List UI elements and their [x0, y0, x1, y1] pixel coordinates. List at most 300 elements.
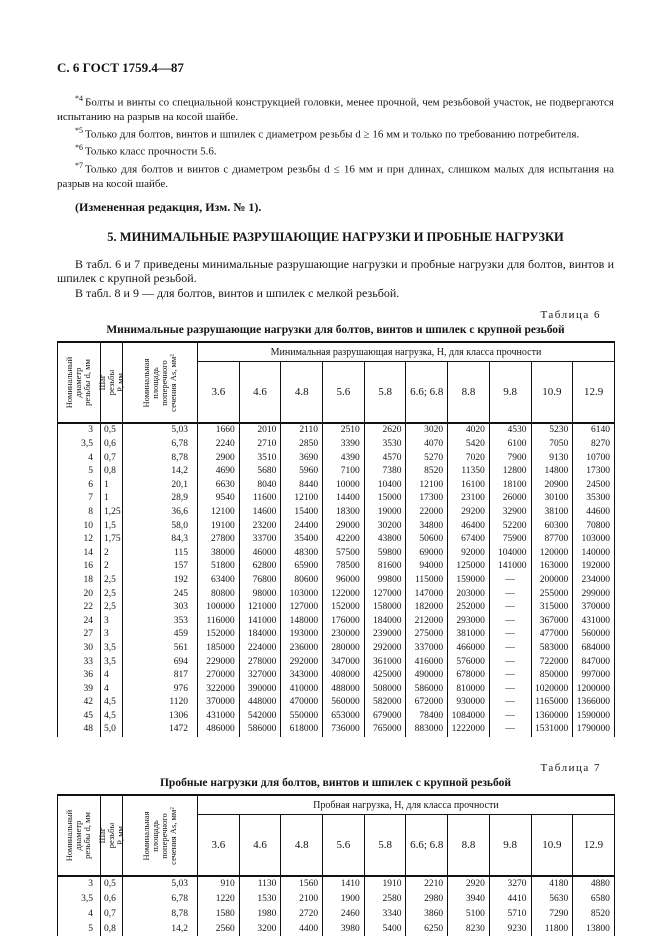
- table-cell: 94000: [406, 560, 448, 574]
- table-cell: 425000: [364, 669, 406, 683]
- table-cell: 694: [123, 656, 198, 670]
- table-cell: 38100: [531, 506, 573, 520]
- table-cell: 4: [58, 452, 101, 466]
- table-cell: 81600: [364, 560, 406, 574]
- table-cell: 8230: [448, 922, 490, 936]
- table-cell: 1220: [198, 892, 240, 907]
- table-cell: 20900: [531, 479, 573, 493]
- table-cell: —: [489, 683, 531, 697]
- table-cell: 4570: [364, 452, 406, 466]
- table-row: [58, 506, 615, 520]
- table-cell: 12: [58, 533, 101, 547]
- table-cell: 1,5: [101, 520, 123, 534]
- table-cell: 275000: [406, 628, 448, 642]
- table-cell: 62800: [239, 560, 281, 574]
- table-cell: 466000: [448, 642, 490, 656]
- table-cell: 470000: [281, 696, 323, 710]
- table-cell: 0,6: [101, 438, 123, 452]
- table-cell: 35400: [281, 533, 323, 547]
- table-cell: 3390: [323, 438, 365, 452]
- table-cell: 17300: [406, 492, 448, 506]
- table-row: [58, 465, 615, 479]
- table-cell: 44600: [573, 506, 615, 520]
- table-cell: 486000: [198, 723, 240, 737]
- table-cell: 141000: [489, 560, 531, 574]
- table-cell: 7050: [531, 438, 573, 452]
- table-cell: 2: [101, 547, 123, 561]
- table-cell: 0,5: [101, 876, 123, 892]
- table-cell: 10000: [323, 479, 365, 493]
- paragraph: В табл. 8 и 9 — для болтов, винтов и шпилек с мелкой резьбой.: [75, 285, 400, 300]
- table-cell: 299000: [573, 588, 615, 602]
- table-cell: 1,75: [101, 533, 123, 547]
- table-cell: 182000: [406, 601, 448, 615]
- table-cell: 3,5: [101, 656, 123, 670]
- table-row: [58, 669, 615, 683]
- table-cell: 230000: [323, 628, 365, 642]
- table-cell: —: [489, 669, 531, 683]
- table-cell: 6630: [198, 479, 240, 493]
- table-cell: 337000: [406, 642, 448, 656]
- table-cell: 1020000: [531, 683, 573, 697]
- table-cell: 3: [101, 615, 123, 629]
- table-row: [58, 479, 615, 493]
- table-cell: 50600: [406, 533, 448, 547]
- table-cell: 3340: [364, 907, 406, 922]
- table-cell: 99800: [364, 574, 406, 588]
- table-cell: 3510: [239, 452, 281, 466]
- table-cell: 200000: [531, 574, 573, 588]
- table-cell: 1: [101, 492, 123, 506]
- table-cell: 15000: [364, 492, 406, 506]
- table-cell: 29200: [448, 506, 490, 520]
- table-row: [58, 588, 615, 602]
- footnote-marker: *5: [75, 125, 83, 135]
- strength-class-header: 8.8: [448, 815, 490, 877]
- table-cell: 280000: [323, 642, 365, 656]
- footnote-text: Только для болтов, винтов и шпилек с диаметром резьбы d ≥ 16 мм и только по требованию потребителя.: [85, 128, 580, 141]
- table-cell: 292000: [281, 656, 323, 670]
- table-cell: 58,0: [123, 520, 198, 534]
- table-cell: 5680: [239, 465, 281, 479]
- table-cell: 347000: [323, 656, 365, 670]
- table-cell: 19100: [198, 520, 240, 534]
- table-cell: 2460: [323, 907, 365, 922]
- table-cell: 390000: [239, 683, 281, 697]
- section-title: 5. МИНИМАЛЬНЫЕ РАЗРУШАЮЩИЕ НАГРУЗКИ И ПРОБНЫЕ НАГРУЗКИ: [107, 229, 564, 244]
- table-cell: 14: [58, 547, 101, 561]
- table-cell: 817: [123, 669, 198, 683]
- table6-label: Таблица 6: [540, 309, 601, 322]
- table-cell: 51800: [198, 560, 240, 574]
- table-cell: 582000: [364, 696, 406, 710]
- table-cell: 5710: [489, 907, 531, 922]
- table-cell: 12100: [198, 506, 240, 520]
- table-cell: 408000: [323, 669, 365, 683]
- table-cell: 367000: [531, 615, 573, 629]
- table-cell: 185000: [198, 642, 240, 656]
- table-cell: 9540: [198, 492, 240, 506]
- strength-class-header: 12.9: [573, 815, 615, 877]
- table-cell: 67400: [448, 533, 490, 547]
- table-cell: 24400: [281, 520, 323, 534]
- table-cell: 10: [58, 520, 101, 534]
- table-cell: 4: [101, 683, 123, 697]
- table-cell: 3,5: [58, 892, 101, 907]
- table-cell: 12100: [406, 479, 448, 493]
- table-row: [58, 642, 615, 656]
- table-cell: 122000: [323, 588, 365, 602]
- table-cell: 0,7: [101, 907, 123, 922]
- table-cell: 550000: [281, 710, 323, 724]
- table-cell: 278000: [239, 656, 281, 670]
- table-cell: 684000: [573, 642, 615, 656]
- amendment-note: (Измененная редакция, Изм. № 1).: [75, 199, 262, 214]
- table-cell: 184000: [239, 628, 281, 642]
- table-cell: 270000: [198, 669, 240, 683]
- table-cell: 1660: [198, 423, 240, 438]
- table-cell: 120000: [531, 547, 573, 561]
- table-cell: 1130: [239, 876, 281, 892]
- table-cell: 1360000: [531, 710, 573, 724]
- table-cell: 910: [198, 876, 240, 892]
- table-cell: 2980: [406, 892, 448, 907]
- strength-class-header: 10.9: [531, 362, 573, 424]
- table-cell: 224000: [239, 642, 281, 656]
- table-cell: 2560: [198, 922, 240, 936]
- table-cell: 3: [58, 876, 101, 892]
- table-cell: 30100: [531, 492, 573, 506]
- strength-class-header: 4.6: [239, 362, 281, 424]
- table-cell: —: [489, 628, 531, 642]
- table-cell: 0,8: [101, 922, 123, 936]
- table-cell: 78400: [406, 710, 448, 724]
- table-cell: 76800: [239, 574, 281, 588]
- table-cell: 4,5: [101, 710, 123, 724]
- table-cell: 103000: [281, 588, 323, 602]
- table-cell: 2: [101, 560, 123, 574]
- table-cell: 13800: [573, 922, 615, 936]
- strength-class-header: 6.6; 6.8: [406, 815, 448, 877]
- strength-class-header: 9.8: [489, 815, 531, 877]
- table-cell: 370000: [573, 601, 615, 615]
- table-cell: 4070: [406, 438, 448, 452]
- table-cell: 42: [58, 696, 101, 710]
- table-cell: 765000: [364, 723, 406, 737]
- table-cell: 4020: [448, 423, 490, 438]
- table-cell: 4390: [323, 452, 365, 466]
- strength-class-header: 3.6: [198, 815, 240, 877]
- table-cell: 48: [58, 723, 101, 737]
- table-cell: 2010: [239, 423, 281, 438]
- table-cell: 4180: [531, 876, 573, 892]
- table-cell: 0,8: [101, 465, 123, 479]
- table-cell: 1531000: [531, 723, 573, 737]
- table-cell: 7900: [489, 452, 531, 466]
- table-cell: 1980: [239, 907, 281, 922]
- table-cell: 678000: [448, 669, 490, 683]
- table-cell: 6,78: [123, 438, 198, 452]
- table-cell: 69000: [406, 547, 448, 561]
- footnote: [57, 92, 614, 124]
- table-row: [58, 492, 615, 506]
- table-cell: 152000: [323, 601, 365, 615]
- rotated-column-header: Шаг резьбы Р, мм: [101, 342, 123, 423]
- table-cell: 2,5: [101, 588, 123, 602]
- table-row: [58, 533, 615, 547]
- table-cell: 1222000: [448, 723, 490, 737]
- table-cell: 70800: [573, 520, 615, 534]
- table-cell: 3530: [364, 438, 406, 452]
- table-row: [58, 907, 615, 922]
- strength-class-header: 5.8: [364, 815, 406, 877]
- table-cell: 1200000: [573, 683, 615, 697]
- table-cell: 5100: [448, 907, 490, 922]
- table-cell: 14800: [531, 465, 573, 479]
- table-cell: 850000: [531, 669, 573, 683]
- table-cell: 2580: [364, 892, 406, 907]
- table-cell: 8520: [573, 907, 615, 922]
- table-cell: 229000: [198, 656, 240, 670]
- table-cell: 36: [58, 669, 101, 683]
- table-cell: 184000: [364, 615, 406, 629]
- table-cell: 20,1: [123, 479, 198, 493]
- table-cell: 43800: [364, 533, 406, 547]
- strength-class-header: 3.6: [198, 362, 240, 424]
- table-cell: 4,5: [101, 696, 123, 710]
- table-cell: 75900: [489, 533, 531, 547]
- table-row: [58, 438, 615, 452]
- table-cell: 4400: [281, 922, 323, 936]
- table-cell: 80800: [198, 588, 240, 602]
- table-cell: 152000: [198, 628, 240, 642]
- table-cell: 2710: [239, 438, 281, 452]
- table-cell: 1120: [123, 696, 198, 710]
- table-row: [58, 560, 615, 574]
- table-cell: 3,5: [101, 642, 123, 656]
- table-cell: 2240: [198, 438, 240, 452]
- table-cell: 159000: [448, 574, 490, 588]
- table-cell: 17300: [573, 465, 615, 479]
- strength-class-header: 5.6: [323, 815, 365, 877]
- table-row: [58, 723, 615, 737]
- table-cell: 327000: [239, 669, 281, 683]
- table-cell: 18300: [323, 506, 365, 520]
- table-cell: 4410: [489, 892, 531, 907]
- footnote-marker: *4: [75, 94, 83, 103]
- table-cell: 35300: [573, 492, 615, 506]
- table-cell: 561: [123, 642, 198, 656]
- footnote-text: Только для болтов и винтов с диаметром резьбы d ≤ 16 мм и при длинах, слишком малых для испытания на разрыв на косой шайбе.: [57, 163, 614, 190]
- table-cell: 28,9: [123, 492, 198, 506]
- table-cell: 1165000: [531, 696, 573, 710]
- table-cell: 193000: [281, 628, 323, 642]
- rotated-column-header: Номинальный диаметр резьбы d, мм: [58, 795, 101, 876]
- table-cell: 33: [58, 656, 101, 670]
- table-cell: 255000: [531, 588, 573, 602]
- table-cell: 370000: [198, 696, 240, 710]
- table-cell: 104000: [489, 547, 531, 561]
- table-cell: 576000: [448, 656, 490, 670]
- table-cell: 8,78: [123, 452, 198, 466]
- table-cell: 542000: [239, 710, 281, 724]
- page-header: С. 6 ГОСТ 1759.4—87: [57, 60, 184, 75]
- table-row: [58, 423, 615, 438]
- table-cell: 252000: [448, 601, 490, 615]
- table-cell: 15400: [281, 506, 323, 520]
- table-cell: 20: [58, 588, 101, 602]
- table-cell: 3,5: [58, 438, 101, 452]
- table-cell: 24: [58, 615, 101, 629]
- table-cell: 5,0: [101, 723, 123, 737]
- table-cell: 930000: [448, 696, 490, 710]
- table-cell: 46000: [239, 547, 281, 561]
- table-cell: 12800: [489, 465, 531, 479]
- table-cell: —: [489, 696, 531, 710]
- footnote: [57, 159, 614, 191]
- table-cell: 736000: [323, 723, 365, 737]
- table-cell: 36,6: [123, 506, 198, 520]
- rotated-column-header: Номинальная площадь поперечного сечения Аs, мм²: [123, 795, 198, 876]
- table-row: [58, 656, 615, 670]
- table-cell: 19000: [364, 506, 406, 520]
- table-cell: —: [489, 723, 531, 737]
- table-cell: 560000: [573, 628, 615, 642]
- table-cell: 2,5: [101, 574, 123, 588]
- table-cell: 9130: [531, 452, 573, 466]
- table-cell: 381000: [448, 628, 490, 642]
- table-cell: 361000: [364, 656, 406, 670]
- table7-label: Таблица 7: [540, 762, 601, 775]
- table-cell: 560000: [323, 696, 365, 710]
- load-span-header: Пробная нагрузка, Н, для класса прочности: [198, 795, 615, 815]
- table-cell: 16: [58, 560, 101, 574]
- strength-class-header: 4.8: [281, 815, 323, 877]
- table-cell: 2920: [448, 876, 490, 892]
- table-cell: 236000: [281, 642, 323, 656]
- table-cell: 5230: [531, 423, 573, 438]
- table-cell: —: [489, 574, 531, 588]
- table-cell: 80600: [281, 574, 323, 588]
- table-cell: 127000: [281, 601, 323, 615]
- table-cell: 18: [58, 574, 101, 588]
- table-cell: 6580: [573, 892, 615, 907]
- table-cell: 1590000: [573, 710, 615, 724]
- table-cell: 315000: [531, 601, 573, 615]
- table-cell: 6250: [406, 922, 448, 936]
- table-cell: 34800: [406, 520, 448, 534]
- table-cell: 883000: [406, 723, 448, 737]
- table-cell: 2720: [281, 907, 323, 922]
- table-cell: 23100: [448, 492, 490, 506]
- strength-class-header: 12.9: [573, 362, 615, 424]
- table-row: [58, 601, 615, 615]
- table-cell: 141000: [239, 615, 281, 629]
- table-cell: 6140: [573, 423, 615, 438]
- table-cell: 3020: [406, 423, 448, 438]
- table-cell: 7100: [323, 465, 365, 479]
- table-cell: 431000: [198, 710, 240, 724]
- strength-class-header: 4.8: [281, 362, 323, 424]
- table-cell: 2510: [323, 423, 365, 438]
- table-cell: 353: [123, 615, 198, 629]
- rotated-column-header: Номинальная площадь поперечного сечения Аs, мм²: [123, 342, 198, 423]
- load-span-header: Минимальная разрушающая нагрузка, Н, для класса прочности: [198, 342, 615, 362]
- table-cell: 8,78: [123, 907, 198, 922]
- table-proof-loads: [57, 794, 615, 936]
- footnote-text: Только класс прочности 5.6.: [85, 145, 217, 158]
- table-cell: 100000: [198, 601, 240, 615]
- table-cell: 8: [58, 506, 101, 520]
- table-cell: 12100: [281, 492, 323, 506]
- table-cell: 653000: [323, 710, 365, 724]
- table-cell: 679000: [364, 710, 406, 724]
- table-cell: 11600: [239, 492, 281, 506]
- table-cell: 115000: [406, 574, 448, 588]
- table-cell: 27800: [198, 533, 240, 547]
- rotated-column-header: Номинальный диаметр резьбы d, мм: [58, 342, 101, 423]
- table-cell: 7: [58, 492, 101, 506]
- table-cell: 5400: [364, 922, 406, 936]
- table-cell: 63400: [198, 574, 240, 588]
- table-cell: 14,2: [123, 465, 198, 479]
- table-cell: 322000: [198, 683, 240, 697]
- table-cell: 416000: [406, 656, 448, 670]
- table-cell: 5,03: [123, 423, 198, 438]
- table-min-breaking-loads: [57, 341, 615, 737]
- table-row: [58, 876, 615, 892]
- table-cell: 477000: [531, 628, 573, 642]
- table-cell: 14600: [239, 506, 281, 520]
- table-cell: 9230: [489, 922, 531, 936]
- table-cell: 127000: [364, 588, 406, 602]
- table-cell: 292000: [364, 642, 406, 656]
- table-cell: 810000: [448, 683, 490, 697]
- table-cell: 293000: [448, 615, 490, 629]
- table-cell: 4: [101, 669, 123, 683]
- footnote-marker: *7: [75, 160, 83, 170]
- table-cell: 116000: [198, 615, 240, 629]
- table-cell: 147000: [406, 588, 448, 602]
- footnotes-block: [57, 92, 614, 191]
- table-cell: 583000: [531, 642, 573, 656]
- table-cell: 672000: [406, 696, 448, 710]
- table-cell: 1580: [198, 907, 240, 922]
- table-cell: 27: [58, 628, 101, 642]
- table-cell: 234000: [573, 574, 615, 588]
- table-cell: 2210: [406, 876, 448, 892]
- table-cell: 5270: [406, 452, 448, 466]
- strength-class-header: 9.8: [489, 362, 531, 424]
- table-cell: 212000: [406, 615, 448, 629]
- table-cell: 1900: [323, 892, 365, 907]
- table-cell: —: [489, 588, 531, 602]
- table-cell: 5: [58, 922, 101, 936]
- table-cell: 48300: [281, 547, 323, 561]
- strength-class-header: 10.9: [531, 815, 573, 877]
- table-cell: 4530: [489, 423, 531, 438]
- table-row: [58, 683, 615, 697]
- table-cell: 4: [58, 907, 101, 922]
- table-cell: 7290: [531, 907, 573, 922]
- table-cell: 5: [58, 465, 101, 479]
- table-cell: 42200: [323, 533, 365, 547]
- table-cell: 7380: [364, 465, 406, 479]
- table-cell: 10400: [364, 479, 406, 493]
- table-cell: 3: [58, 423, 101, 438]
- table-cell: 163000: [531, 560, 573, 574]
- table-cell: 0,7: [101, 452, 123, 466]
